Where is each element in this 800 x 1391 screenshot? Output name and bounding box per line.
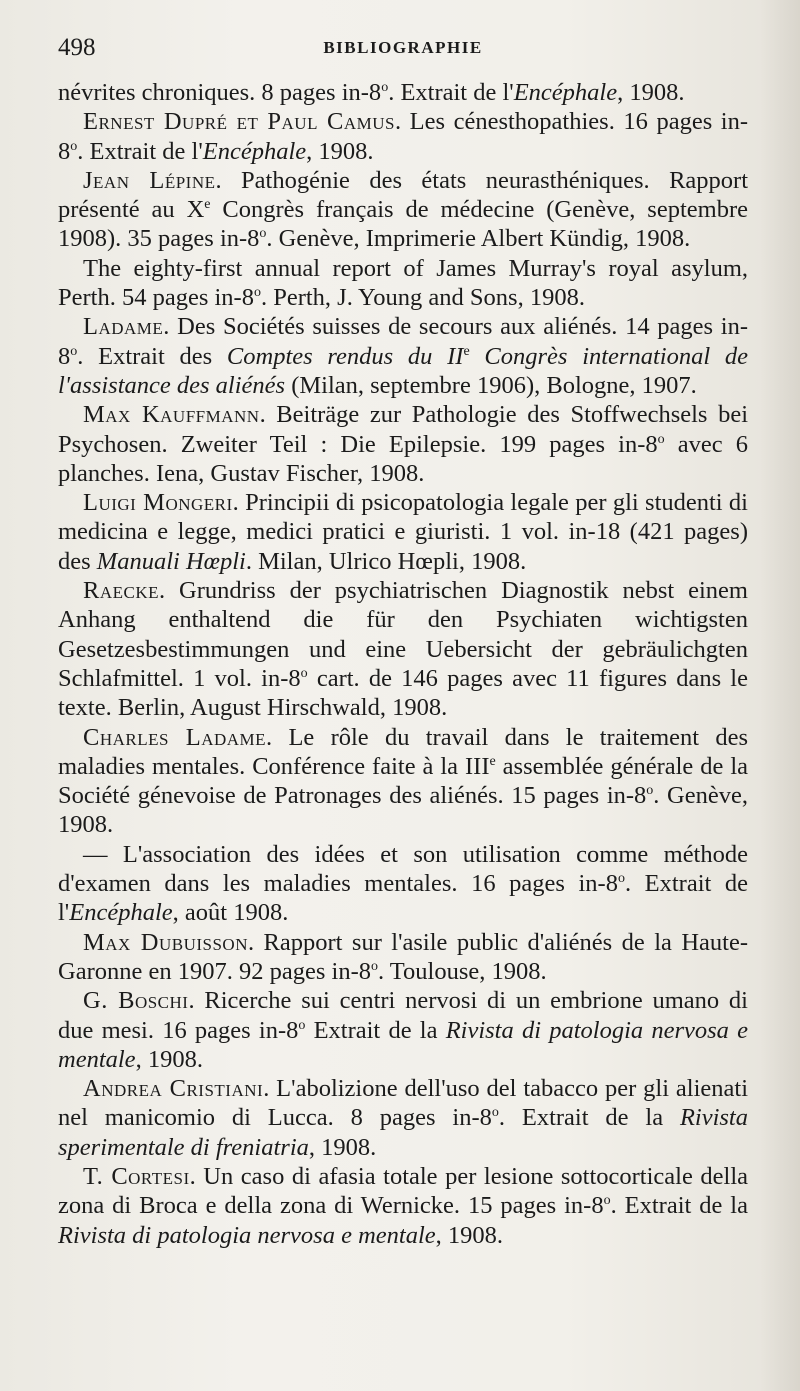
superscript: o xyxy=(298,1017,306,1033)
entry-text: . Milan, Ulrico Hœpli, 1908. xyxy=(245,547,527,575)
entry-text: The eighty-first annual report of James Murray's royal asylum, Perth. 54 pages in-8 xyxy=(58,254,748,312)
entry-author: Jean Lépine xyxy=(83,166,216,194)
entry-author: Charles Ladame xyxy=(83,723,267,751)
superscript: o xyxy=(381,79,389,95)
bibliography-entry xyxy=(58,488,748,576)
superscript: o xyxy=(253,284,261,300)
bibliography-entry xyxy=(58,723,748,840)
entry-text: . Les cénesthopathies. 16 pages in-8 xyxy=(58,108,749,165)
entry-text: avec 6 planches. Iena, Gustav Fischer, 1908. xyxy=(58,430,749,487)
entry-text: . Principii di psicopatologia legale per gli studenti di medicina e legge, medici pratici e giuristi. 1 vol. in-18 (421 pages) des xyxy=(58,489,748,575)
bibliography-entry xyxy=(58,928,748,987)
entry-text: cart. de 146 pages avec 11 figures dans le texte. Berlin, August Hirschwald, 1908. xyxy=(58,664,748,722)
entry-text: , 1908. xyxy=(617,79,685,106)
entry-author: T. Cortesi xyxy=(83,1162,190,1190)
bibliography-entry xyxy=(58,840,748,928)
entry-author: Ladame xyxy=(83,313,164,341)
entry-text: . Grundriss der psychiatrischen Diagnostik nebst einem Anhang enthaltend die für den Psychiaten wichtigsten Gesetzesbestimmungen und eine Uebersicht der gebräulichgten Schlafmittel. 1 vol. in-8 xyxy=(58,577,748,692)
entry-text: . Extrait de la xyxy=(498,1104,680,1132)
superscript: o xyxy=(657,431,665,447)
entry-text: Congrès français de médecine (Genève, septembre 1908). 35 pages in-8 xyxy=(58,196,748,253)
bibliography-entry xyxy=(58,312,748,400)
entry-text: . Extrait de l' xyxy=(388,79,514,106)
bibliography-list xyxy=(58,78,748,1250)
italic-title: Encéphale xyxy=(202,137,307,165)
bibliography-entry xyxy=(58,576,748,722)
italic-title: Encéphale xyxy=(69,899,173,927)
entry-text: . Le rôle du travail dans le traitement des maladies mentales. Conférence faite à la III xyxy=(58,723,748,780)
entry-text: , 1908. xyxy=(306,137,374,165)
superscript: o xyxy=(300,665,308,681)
superscript: o xyxy=(259,226,267,242)
superscript: o xyxy=(370,958,378,974)
bibliography-entry xyxy=(58,107,748,166)
superscript: o xyxy=(70,343,78,359)
entry-text: . Perth, J. Young and Sons, 1908. xyxy=(260,284,585,312)
entry-author: Max Dubuisson xyxy=(83,928,248,956)
entry-text: . Extrait de l' xyxy=(77,137,203,165)
entry-text: , 1908. xyxy=(308,1133,377,1161)
entry-text: . Beiträge zur Pathologie des Stoffwechsels bei Psychosen. Zweiter Teil : Die Epilepsie. 199 pages in-8 xyxy=(58,401,748,458)
italic-title: Congrès international de l'assistance des aliénés xyxy=(58,342,748,399)
entry-text: . Genève, 1908. xyxy=(58,782,748,839)
running-head xyxy=(58,34,748,64)
entry-author: Andrea Cristiani xyxy=(83,1075,264,1103)
entry-text: . Toulouse, 1908. xyxy=(377,957,547,985)
superscript: e xyxy=(489,753,496,769)
bibliography-entry xyxy=(58,1074,748,1162)
superscript: o xyxy=(646,782,654,798)
running-title: BIBLIOGRAPHIE xyxy=(323,38,483,57)
italic-title: Comptes rendus du II xyxy=(226,342,464,370)
superscript: o xyxy=(491,1105,499,1121)
entry-text: . Extrait de la xyxy=(610,1192,748,1220)
entry-text: assemblée générale de la Société génevoise de Patronages des aliénés. 15 pages in-8 xyxy=(58,752,748,810)
bibliography-entry xyxy=(58,986,748,1074)
entry-text: névrites chroniques. 8 pages in-8 xyxy=(58,79,382,106)
entry-text: . Ricerche sui centri nervosi di un embrione umano di due mesi. 16 pages in-8 xyxy=(58,987,748,1044)
italic-title: Rivista di patologia nervosa e mentale xyxy=(58,1221,436,1249)
bibliography-entry xyxy=(58,254,748,313)
entry-text: . Genève, Imprimerie Albert Kündig, 1908. xyxy=(266,225,691,253)
bibliography-entry xyxy=(58,1162,748,1250)
superscript: o xyxy=(617,870,625,886)
italic-title: Manuali Hœpli xyxy=(96,547,246,575)
page-number: 498 xyxy=(58,34,96,61)
entry-text: . Extrait des xyxy=(77,342,227,370)
superscript: e xyxy=(204,197,211,213)
entry-author: G. Boschi xyxy=(83,987,189,1015)
entry-text: . L'abolizione dell'uso del tabacco per gli alienati nel manicomio di Lucca. 8 pages in-8 xyxy=(58,1075,749,1132)
superscript: o xyxy=(70,138,78,154)
italic-title: Encéphale xyxy=(513,79,618,106)
entry-author: Raecke xyxy=(83,577,160,605)
italic-title: Rivista di patologia nervosa e mentale xyxy=(58,1016,748,1073)
entry-text: — L'association des idées et son utilisation comme méthode d'examen dans les maladies mentales. 16 pages in-8 xyxy=(58,840,748,898)
superscript: e xyxy=(463,343,470,359)
entry-author: Luigi Mongeri xyxy=(83,489,233,517)
bibliography-entry xyxy=(58,400,748,488)
entry-text: . Rapport sur l'asile public d'aliénés de la Haute-Garonne en 1907. 92 pages in-8 xyxy=(58,928,748,985)
entry-text: . Un caso di afasia totale per lesione sottocorticale della zona di Broca e della zona di Wernicke. 15 pages in-8 xyxy=(58,1162,749,1220)
entry-text: . Des Sociétés suisses de secours aux aliénés. 14 pages in-8 xyxy=(58,313,748,370)
italic-title: Rivista sperimentale di freniatria xyxy=(58,1104,748,1161)
entry-author: Max Kauffmann xyxy=(83,401,260,429)
bibliography-entry xyxy=(58,166,748,254)
entry-text: , 1908. xyxy=(135,1045,203,1073)
entry-text: , août 1908. xyxy=(172,899,289,927)
entry-text: Extrait de la xyxy=(305,1016,446,1044)
entry-text: , 1908. xyxy=(435,1221,504,1249)
entry-text: . Pathogénie des états neurasthéniques. Rapport présenté au X xyxy=(58,166,748,224)
superscript: o xyxy=(603,1193,611,1209)
gutter-shadow xyxy=(760,0,800,1391)
entry-text: . Extrait de l' xyxy=(58,870,749,927)
entry-text: (Milan, septembre 1906), Bologne, 1907. xyxy=(285,371,697,399)
bibliography-entry xyxy=(58,78,748,107)
entry-author: Ernest Dupré et Paul Camus xyxy=(83,108,395,136)
